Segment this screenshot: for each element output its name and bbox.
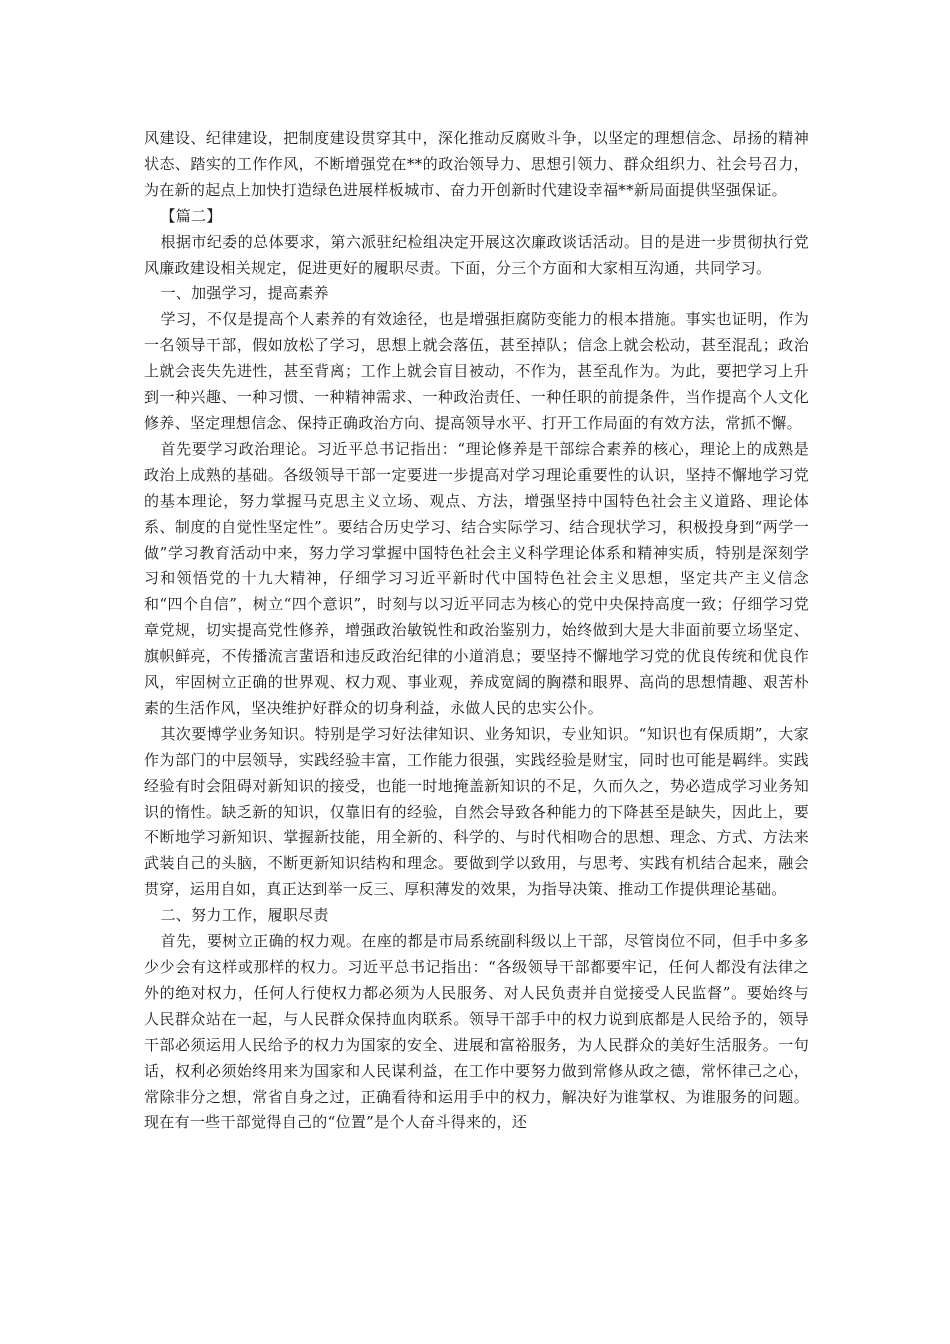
intro-continuation-paragraph: 风建设、纪律建设，把制度建设贯穿其中，深化推动反腐败斗争，以坚定的理想信念、昂扬的精神状态、踏实的工作作风，不断增强党在**的政治领导力、思想引领力、群众组织力、社会号召力，为在新的起点上加快打造绿色进展样板城市、奋力开创新时代建设幸福**新局面提供坚强保证。 (144, 129, 809, 199)
section1-paragraph-1: 学习，不仅是提高个人素养的有效途径，也是增强拒腐防变能力的根本措施。事实也证明，作为一名领导干部，假如放松了学习，思想上就会落伍，甚至掉队；信念上就会松动，甚至混乱；政治上就会丧失先进性，甚至背离；工作上就会盲目被动，不作为，甚至乱作为。为此，要把学习上升到一种兴趣、一种习惯、一种精神需求、一种政治责任、一种任职的前提条件，当作提高个人文化修养、坚定理想信念、保持正确政治方向、提高领导水平、打开工作局面的有效方法，常抓不懈。 (144, 310, 809, 432)
document-page (144, 126, 809, 1136)
part-title: 【篇二】 (160, 206, 222, 225)
opening-paragraph: 根据市纪委的总体要求，第六派驻纪检组决定开展这次廉政谈话活动。目的是进一步贯彻执行党风廉政建设相关规定，促进更好的履职尽责。下面，分三个方面和大家相互沟通，共同学习。 (144, 232, 809, 277)
section2-heading: 二、努力工作，履职尽责 (160, 906, 329, 925)
section1-heading: 一、加强学习，提高素养 (160, 284, 329, 303)
section2-paragraph-1: 首先，要树立正确的权力观。在座的都是市局系统副科级以上干部，尽管岗位不同，但手中多多少少会有这样或那样的权力。习近平总书记指出：“各级领导干部都要牢记，任何人都没有法律之外的绝对权力，任何人行使权力都必须为人民服务、对人民负责并自觉接受人民监督”。要始终与人民群众站在一起，与人民群众保持血肉联系。领导干部手中的权力说到底都是人民给予的，领导干部必须运用人民给予的权力为国家的安全、进展和富裕服务，为人民群众的美好生活服务。一句话，权利必须始终用来为国家和人民谋利益，在工作中要努力做到常修从政之德，常怀律己之心，常除非分之想，常省自身之过，正确看待和运用手中的权力，解决好为谁掌权、为谁服务的问题。现在有一些干部觉得自己的“位置”是个人奋斗得来的，还 (144, 932, 809, 1132)
section1-paragraph-2: 首先要学习政治理论。习近平总书记指出：“理论修养是干部综合素养的核心，理论上的成熟是政治上成熟的基础。各级领导干部一定要进一步提高对学习理论重要性的认识，坚持不懈地学习党的基本理论，努力掌握马克思主义立场、观点、方法，增强坚持中国特色社会主义道路、理论体系、制度的自觉性坚定性”。要结合历史学习、结合实际学习、结合现状学习，积极投身到“两学一做”学习教育活动中来，努力学习掌握中国特色社会主义科学理论体系和精神实质，特别是深刻学习和领悟党的十九大精神，仔细学习习近平新时代中国特色社会主义思想，坚定共产主义信念和“四个自信”，树立“四个意识”，时刻与以习近平同志为核心的党中央保持高度一致；仔细学习党章党规，切实提高党性修养，增强政治敏锐性和政治鉴别力，始终做到大是大非面前要立场坚定、旗帜鲜亮，不传播流言蜚语和违反政治纪律的小道消息；要坚持不懈地学习党的优良传统和优良作风，牢固树立正确的世界观、权力观、事业观，养成宽阔的胸襟和眼界、高尚的思想情趣、艰苦朴素的生活作风，坚决维护好群众的切身利益，永做人民的忠实公仆。 (144, 439, 809, 717)
section1-paragraph-3: 其次要博学业务知识。特别是学习好法律知识、业务知识，专业知识。“知识也有保质期”，大家作为部门的中层领导，实践经验丰富，工作能力很强，实践经验是财宝，同时也可能是羁绊。实践经验有时会阻碍对新知识的接受，也能一时地掩盖新知识的不足，久而久之，势必造成学习业务知识的惰性。缺乏新的知识，仅靠旧有的经验，自然会导致各种能力的下降甚至是缺失，因此上，要不断地学习新知识、掌握新技能，用全新的、科学的、与时代相吻合的思想、理念、方式、方法来武装自己的头脑，不断更新知识结构和理念。要做到学以致用，与思考、实践有机结合起来，融会贯穿，运用自如，真正达到举一反三、厚积薄发的效果，为指导决策、推动工作提供理论基础。 (144, 724, 809, 899)
